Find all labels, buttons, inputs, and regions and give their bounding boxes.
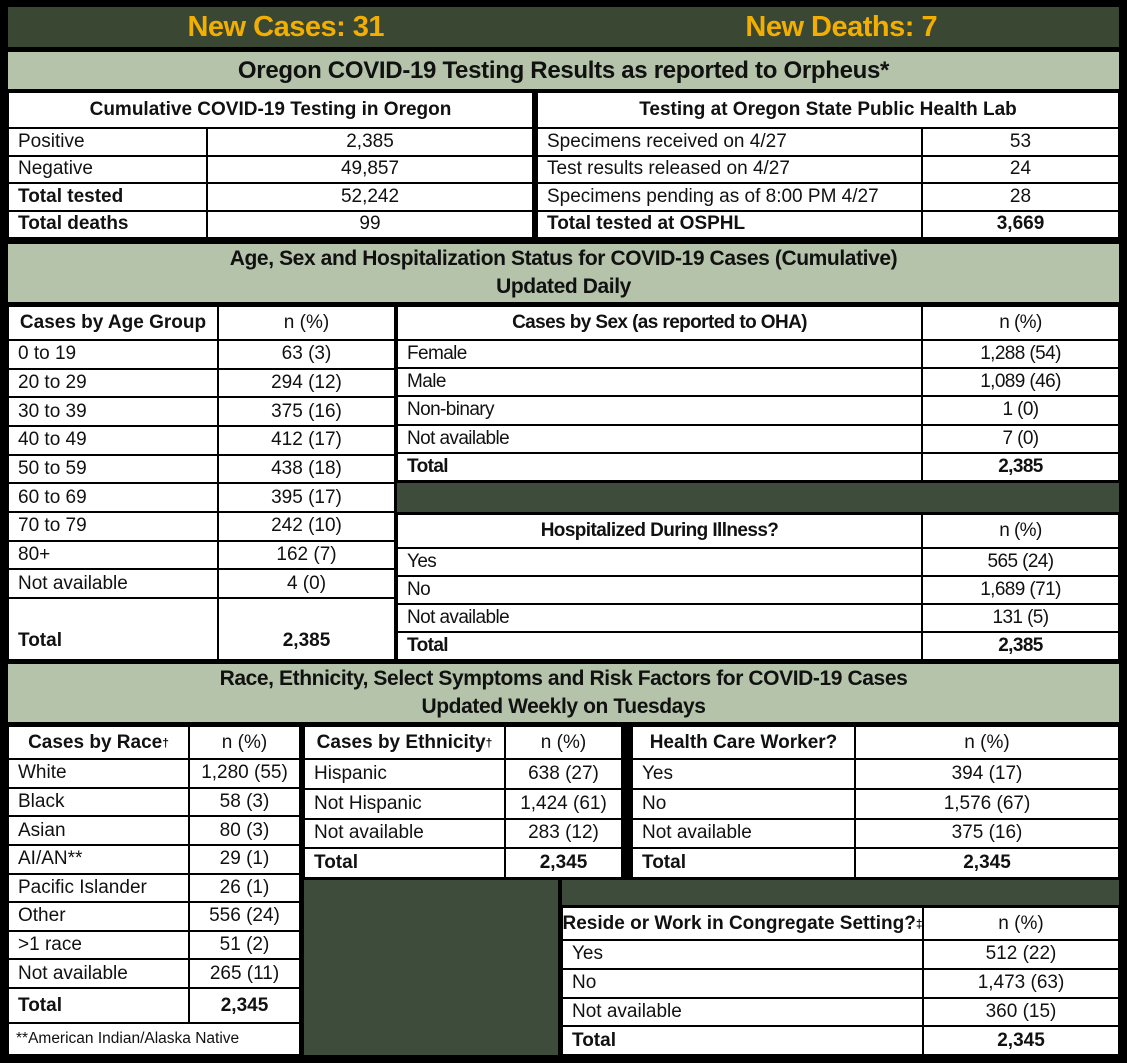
total-row-label: Total xyxy=(633,849,854,877)
row-label: Negative xyxy=(9,157,206,183)
cases-by-ethnicity-table xyxy=(304,726,622,878)
row-value: 395 (17) xyxy=(219,484,394,511)
row-value: 283 (12) xyxy=(506,820,621,848)
row-label: Total tested at OSPHL xyxy=(538,212,921,238)
row-label: Yes xyxy=(563,941,922,968)
race-table-title-text: Cases by Race xyxy=(28,731,163,753)
health-care-worker-table xyxy=(632,726,1119,878)
cases-by-age-table xyxy=(8,306,395,660)
row-value: 242 (10) xyxy=(219,513,394,540)
ethnicity-table-col-header: n (%) xyxy=(506,727,621,758)
total-row-label: Total xyxy=(9,599,217,659)
new-deaths-text: New Deaths: 7 xyxy=(745,10,938,43)
row-label: Specimens pending as of 8:00 PM 4/27 xyxy=(538,184,921,210)
row-label: Non-binary xyxy=(398,397,921,423)
row-value: 1,473 (63) xyxy=(924,970,1118,997)
row-value: 438 (18) xyxy=(219,456,394,483)
row-value: 1,576 (67) xyxy=(856,790,1118,818)
row-value: 52,242 xyxy=(208,184,532,210)
row-label: Not available xyxy=(398,426,921,452)
hcw-table-title: Health Care Worker? xyxy=(633,727,854,758)
row-label: Total deaths xyxy=(9,212,206,238)
total-row-label: Total xyxy=(305,849,504,877)
congregate-table-col-header: n (%) xyxy=(924,908,1118,939)
section-header-age-sex xyxy=(8,244,1119,302)
row-value: 162 (7) xyxy=(219,542,394,569)
row-value: 80 (3) xyxy=(190,817,299,844)
row-value: 26 (1) xyxy=(190,875,299,902)
osphl-testing-header: Testing at Oregon State Public Health Lab xyxy=(538,93,1118,127)
row-value: 412 (17) xyxy=(219,427,394,454)
row-label: AI/AN** xyxy=(9,846,188,873)
row-label: Asian xyxy=(9,817,188,844)
hcw-table-col-header: n (%) xyxy=(856,727,1118,758)
row-value: 265 (11) xyxy=(190,960,299,987)
row-label: Yes xyxy=(398,549,921,575)
row-value: 63 (3) xyxy=(219,341,394,368)
row-label: Not available xyxy=(305,820,504,848)
row-value: 375 (16) xyxy=(219,398,394,425)
row-label: Not available xyxy=(9,570,217,597)
row-value: 1,089 (46) xyxy=(923,369,1118,395)
sex-table-title: Cases by Sex (as reported to OHA) xyxy=(398,307,921,339)
row-value: 99 xyxy=(208,212,532,238)
row-value: 556 (24) xyxy=(190,903,299,930)
row-label: 30 to 39 xyxy=(9,398,217,425)
total-row-label: Total xyxy=(563,1027,922,1054)
row-label: Hispanic xyxy=(305,760,504,788)
total-row-label: Total xyxy=(398,454,921,480)
row-value: 1,288 (54) xyxy=(923,341,1118,367)
row-label: 80+ xyxy=(9,542,217,569)
row-label: Pacific Islander xyxy=(9,875,188,902)
ethnicity-table-title: Cases by Ethnicity † xyxy=(305,727,504,758)
sex-table-col-header: n (%) xyxy=(923,307,1118,339)
row-value: 1,689 (71) xyxy=(923,577,1118,603)
cumulative-testing-header: Cumulative COVID-19 Testing in Oregon xyxy=(9,93,532,127)
row-label: White xyxy=(9,760,188,787)
row-value: 375 (16) xyxy=(856,820,1118,848)
total-row-value: 2,385 xyxy=(923,633,1118,659)
row-value: 29 (1) xyxy=(190,846,299,873)
row-label: Not available xyxy=(563,999,922,1026)
hospitalized-table-col-header: n (%) xyxy=(923,515,1118,547)
row-label: Total tested xyxy=(9,184,206,210)
row-value: 360 (15) xyxy=(924,999,1118,1026)
age-table-col-header: n (%) xyxy=(219,307,394,339)
section-line-2: Updated Daily xyxy=(496,275,631,298)
row-label: 60 to 69 xyxy=(9,484,217,511)
row-label: Test results released on 4/27 xyxy=(538,157,921,183)
row-label: Yes xyxy=(633,760,854,788)
osphl-testing-table xyxy=(537,92,1119,238)
total-row-label: Total xyxy=(398,633,921,659)
row-label: >1 race xyxy=(9,932,188,959)
row-label: Male xyxy=(398,369,921,395)
row-label: Black xyxy=(9,789,188,816)
row-label: Not available xyxy=(9,960,188,987)
row-label: Not available xyxy=(633,820,854,848)
row-value: 28 xyxy=(923,184,1118,210)
row-label: Female xyxy=(398,341,921,367)
row-value: 394 (17) xyxy=(856,760,1118,788)
race-table-title: Cases by Race † xyxy=(9,727,188,758)
row-value: 58 (3) xyxy=(190,789,299,816)
row-value: 638 (27) xyxy=(506,760,621,788)
total-row-value: 2,385 xyxy=(923,454,1118,480)
row-value: 2,385 xyxy=(208,129,532,155)
row-label: No xyxy=(398,577,921,603)
total-row-value: 2,345 xyxy=(190,989,299,1022)
row-value: 3,669 xyxy=(923,212,1118,238)
row-label: 50 to 59 xyxy=(9,456,217,483)
row-label: 70 to 79 xyxy=(9,513,217,540)
row-value: 53 xyxy=(923,129,1118,155)
row-value: 512 (22) xyxy=(924,941,1118,968)
row-label: Not Hispanic xyxy=(305,790,504,818)
ethnicity-table-title-text: Cases by Ethnicity xyxy=(316,731,486,753)
race-table-col-header: n (%) xyxy=(190,727,299,758)
total-row-value: 2,345 xyxy=(856,849,1118,877)
total-row-value: 2,345 xyxy=(924,1027,1118,1054)
row-label: 20 to 29 xyxy=(9,370,217,397)
row-label: No xyxy=(633,790,854,818)
hospitalized-table-title: Hospitalized During Illness? xyxy=(398,515,921,547)
summary-banner xyxy=(8,7,1119,47)
congregate-table-title-text: Reside or Work in Congregate Setting? xyxy=(563,912,916,934)
row-value: 131 (5) xyxy=(923,605,1118,631)
cases-by-race-table xyxy=(8,726,300,1055)
row-label: No xyxy=(563,970,922,997)
row-value: 49,857 xyxy=(208,157,532,183)
report-title: Oregon COVID-19 Testing Results as reported to Orpheus* xyxy=(8,52,1119,89)
row-value: 51 (2) xyxy=(190,932,299,959)
total-row-value: 2,385 xyxy=(219,599,394,659)
spacer-block xyxy=(397,483,1119,512)
row-value: 565 (24) xyxy=(923,549,1118,575)
row-label: Not available xyxy=(398,605,921,631)
total-row-value: 2,345 xyxy=(506,849,621,877)
new-cases-text: New Cases: 31 xyxy=(187,10,385,43)
congregate-table-title: Reside or Work in Congregate Setting? ‡ xyxy=(563,908,922,939)
row-value: 1,424 (61) xyxy=(506,790,621,818)
section-line-1: Race, Ethnicity, Select Symptoms and Risk Factors for COVID-19 Cases xyxy=(219,666,908,690)
race-table-footnote: **American Indian/Alaska Native xyxy=(9,1024,299,1054)
row-label: Specimens received on 4/27 xyxy=(538,129,921,155)
row-label: Other xyxy=(9,903,188,930)
section-line-2: Updated Weekly on Tuesdays xyxy=(421,695,706,718)
total-row-label: Total xyxy=(9,989,188,1022)
row-label: 40 to 49 xyxy=(9,427,217,454)
age-table-title: Cases by Age Group xyxy=(9,307,217,339)
congregate-setting-table xyxy=(562,907,1119,1055)
row-value: 1 (0) xyxy=(923,397,1118,423)
row-value: 294 (12) xyxy=(219,370,394,397)
row-value: 1,280 (55) xyxy=(190,760,299,787)
cumulative-testing-table xyxy=(8,92,533,238)
section-header-race xyxy=(8,664,1119,722)
row-label: Positive xyxy=(9,129,206,155)
cases-by-sex-table xyxy=(397,306,1119,481)
hospitalized-table xyxy=(397,514,1119,660)
spacer-block xyxy=(304,880,558,1055)
section-line-1: Age, Sex and Hospitalization Status for COVID-19 Cases (Cumulative) xyxy=(229,246,898,270)
row-label: 0 to 19 xyxy=(9,341,217,368)
row-value: 7 (0) xyxy=(923,426,1118,452)
row-value: 4 (0) xyxy=(219,570,394,597)
spacer-block xyxy=(562,880,1119,905)
row-value: 24 xyxy=(923,157,1118,183)
